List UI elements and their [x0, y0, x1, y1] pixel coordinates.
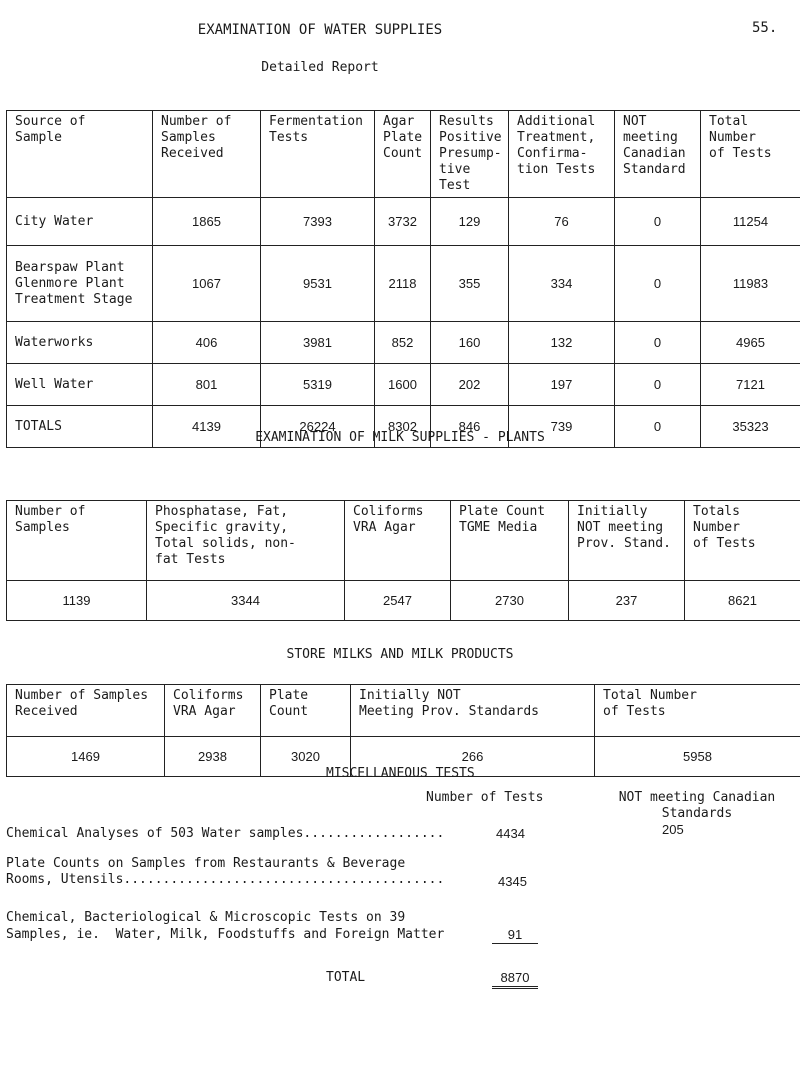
- milk-value-cell: 3344: [147, 581, 345, 621]
- misc-item-plate-counts-count: 4345: [498, 874, 527, 889]
- water-value-cell: 9531: [261, 246, 375, 322]
- water-value-cell: 355: [431, 246, 509, 322]
- water-source-cell: TOTALS: [7, 406, 153, 448]
- milk-value-cell: 2547: [345, 581, 451, 621]
- water-value-cell: 197: [509, 364, 615, 406]
- water-value-cell: 7393: [261, 198, 375, 246]
- store-header-cell: Number of Samples Received: [7, 685, 165, 737]
- water-value-cell: 35323: [701, 406, 800, 448]
- water-header-cell: Total Number of Tests: [701, 111, 800, 198]
- misc-item-chemical-analyses: Chemical Analyses of 503 Water samples..................: [6, 826, 445, 841]
- store-value-cell: 2938: [165, 737, 261, 777]
- water-table-header-row: [7, 111, 800, 198]
- water-value-cell: 0: [615, 406, 701, 448]
- water-source-cell: Well Water: [7, 364, 153, 406]
- misc-item-plate-counts-line2: Rooms, Utensils.........................................: [6, 872, 445, 887]
- misc-col-not-meeting-header: NOT meeting Canadian Standards: [618, 790, 776, 821]
- water-value-cell: 5319: [261, 364, 375, 406]
- milk-header-cell: Totals Number of Tests: [685, 501, 800, 581]
- water-value-cell: 0: [615, 198, 701, 246]
- water-header-cell: Agar Plate Count: [375, 111, 431, 198]
- misc-item-chemical-bacteriological-line2: Samples, ie. Water, Milk, Foodstuffs and Foreign Matter: [6, 927, 445, 942]
- water-value-cell: 76: [509, 198, 615, 246]
- water-header-cell: Results Positive Presump- tive Test: [431, 111, 509, 198]
- milk-value-cell: 1139: [7, 581, 147, 621]
- milk-header-cell: Phosphatase, Fat, Specific gravity, Total solids, non- fat Tests: [147, 501, 345, 581]
- water-value-cell: 406: [153, 322, 261, 364]
- water-supplies-table: [6, 110, 800, 448]
- store-header-cell: Plate Count: [261, 685, 351, 737]
- water-header-cell: Source of Sample: [7, 111, 153, 198]
- store-header-cell: Coliforms VRA Agar: [165, 685, 261, 737]
- store-value-cell: 5958: [595, 737, 800, 777]
- misc-total-value: 8870: [492, 970, 538, 989]
- water-value-cell: 11983: [701, 246, 800, 322]
- misc-item-chemical-bacteriological-count: 91: [492, 927, 538, 944]
- store-header-cell: Initially NOT Meeting Prov. Standards: [351, 685, 595, 737]
- misc-item-chemical-analyses-not-meeting: 205: [662, 822, 684, 837]
- misc-item-chemical-analyses-count: 4434: [496, 826, 525, 841]
- water-value-cell: 132: [509, 322, 615, 364]
- water-value-cell: 1067: [153, 246, 261, 322]
- milk-plants-title: EXAMINATION OF MILK SUPPLIES - PLANTS: [255, 430, 545, 445]
- water-source-cell: Bearspaw Plant Glenmore Plant Treatment Stage: [7, 246, 153, 322]
- page-title: EXAMINATION OF WATER SUPPLIES: [197, 22, 443, 38]
- water-value-cell: 846: [431, 406, 509, 448]
- store-milks-table: [6, 684, 800, 777]
- water-value-cell: 0: [615, 364, 701, 406]
- milk-header-cell: Plate Count TGME Media: [451, 501, 569, 581]
- store-table-header-row: [7, 685, 800, 737]
- milk-table-row: [7, 581, 800, 621]
- store-milks-title: STORE MILKS AND MILK PRODUCTS: [286, 647, 514, 662]
- water-header-cell: Number of Samples Received: [153, 111, 261, 198]
- water-value-cell: 11254: [701, 198, 800, 246]
- water-table-row: [7, 322, 800, 364]
- water-value-cell: 0: [615, 246, 701, 322]
- misc-item-chemical-bacteriological-line1: Chemical, Bacteriological & Microscopic Tests on 39: [6, 910, 406, 925]
- water-value-cell: 160: [431, 322, 509, 364]
- page-subtitle: Detailed Report: [261, 60, 379, 75]
- store-value-cell: 3020: [261, 737, 351, 777]
- water-value-cell: 8302: [375, 406, 431, 448]
- water-value-cell: 4965: [701, 322, 800, 364]
- misc-item-plate-counts-line1: Plate Counts on Samples from Restaurants & Beverage: [6, 856, 406, 871]
- water-value-cell: 334: [509, 246, 615, 322]
- misc-total-label: TOTAL: [326, 970, 366, 985]
- milk-value-cell: 8621: [685, 581, 800, 621]
- water-table-row: [7, 198, 800, 246]
- water-table-row: [7, 246, 800, 322]
- water-value-cell: 2118: [375, 246, 431, 322]
- milk-table-header-row: [7, 501, 800, 581]
- store-value-cell: 266: [351, 737, 595, 777]
- water-value-cell: 801: [153, 364, 261, 406]
- water-source-cell: Waterworks: [7, 322, 153, 364]
- store-value-cell: 1469: [7, 737, 165, 777]
- water-value-cell: 3981: [261, 322, 375, 364]
- store-header-cell: Total Number of Tests: [595, 685, 800, 737]
- water-value-cell: 26224: [261, 406, 375, 448]
- water-value-cell: 4139: [153, 406, 261, 448]
- milk-value-cell: 2730: [451, 581, 569, 621]
- water-value-cell: 739: [509, 406, 615, 448]
- water-value-cell: 852: [375, 322, 431, 364]
- milk-value-cell: 237: [569, 581, 685, 621]
- water-header-cell: Additional Treatment, Confirma- tion Tests: [509, 111, 615, 198]
- water-table-row: [7, 364, 800, 406]
- water-value-cell: 0: [615, 322, 701, 364]
- water-value-cell: 202: [431, 364, 509, 406]
- water-value-cell: 1600: [375, 364, 431, 406]
- misc-title: MISCELLANEOUS TESTS: [326, 766, 475, 781]
- misc-col-count-header: Number of Tests: [426, 790, 544, 805]
- water-header-cell: NOT meeting Canadian Standard: [615, 111, 701, 198]
- milk-header-cell: Number of Samples: [7, 501, 147, 581]
- water-value-cell: 3732: [375, 198, 431, 246]
- milk-header-cell: Initially NOT meeting Prov. Stand.: [569, 501, 685, 581]
- water-value-cell: 129: [431, 198, 509, 246]
- water-value-cell: 7121: [701, 364, 800, 406]
- page-number: 55.: [752, 20, 778, 36]
- water-value-cell: 1865: [153, 198, 261, 246]
- milk-header-cell: Coliforms VRA Agar: [345, 501, 451, 581]
- water-header-cell: Fermentation Tests: [261, 111, 375, 198]
- water-source-cell: City Water: [7, 198, 153, 246]
- milk-plants-table: [6, 500, 800, 621]
